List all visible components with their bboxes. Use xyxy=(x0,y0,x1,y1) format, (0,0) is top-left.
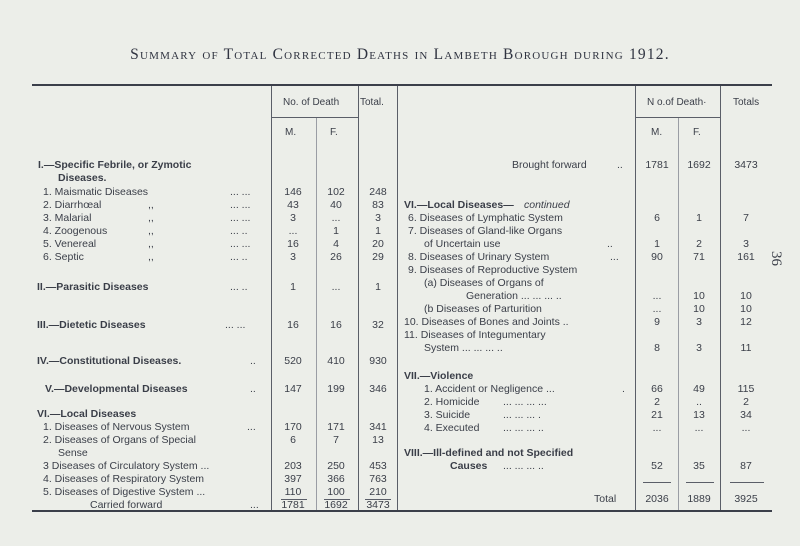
row-label-cont: Sense xyxy=(58,447,88,459)
cell-m: 2 xyxy=(654,396,660,408)
cell-total: 2 xyxy=(743,396,749,408)
col-divider xyxy=(316,118,317,510)
section-heading-italic: continued xyxy=(524,199,570,211)
col-divider xyxy=(635,86,636,510)
row-label: Causes xyxy=(450,460,488,472)
header-m: M. xyxy=(651,127,663,138)
cell-m: 16 xyxy=(287,238,299,250)
cell-total: 12 xyxy=(740,316,752,328)
cell-f: 366 xyxy=(327,473,345,485)
cell-f: 3 xyxy=(696,316,702,328)
section-heading-cont: Diseases. xyxy=(58,172,107,184)
section-heading: VIII.—Ill-defined and not Specified xyxy=(404,447,574,459)
row-ditto: ,, xyxy=(148,225,154,237)
cell-total: 3473 xyxy=(734,159,758,171)
cell-f: 10 xyxy=(693,290,705,302)
cell-total: 13 xyxy=(372,434,384,446)
row-dots: ... ... xyxy=(230,186,251,198)
row-label: 2. Diseases of Organs of Special xyxy=(43,434,196,446)
row-label: System ... ... ... .. xyxy=(424,342,503,354)
header-no-of-death: N o.of Death· xyxy=(647,97,707,108)
cell-total: 34 xyxy=(740,409,752,421)
row-label: 2. Diarrhœal xyxy=(43,199,102,211)
cell-total: 83 xyxy=(372,199,384,211)
cell-total: 1 xyxy=(375,281,381,293)
cell-total: 10 xyxy=(740,303,752,315)
cell-m: 52 xyxy=(651,460,663,472)
cell-m: 397 xyxy=(284,473,302,485)
header-m: M. xyxy=(285,127,297,138)
row-label: 6. Diseases of Lymphatic System xyxy=(408,212,563,224)
row-dots: ... .. xyxy=(230,225,248,237)
page-number: 36 xyxy=(768,251,784,266)
cell-total: 763 xyxy=(369,473,387,485)
row-dots: ... xyxy=(250,499,259,511)
row-label: 2. Homicide xyxy=(424,396,480,408)
cell-f: ... xyxy=(694,422,704,434)
row-label: III.—Dietetic Diseases xyxy=(37,319,146,331)
row-dots: ... ... xyxy=(230,199,251,211)
row-label: 1. Diseases of Nervous System xyxy=(43,421,190,433)
cell-total: 161 xyxy=(737,251,755,263)
row-label: 9. Diseases of Reproductive System xyxy=(408,264,578,276)
cell-total: 29 xyxy=(372,251,384,263)
row-dots: ... .. xyxy=(230,281,248,293)
row-label: of Uncertain use xyxy=(424,238,501,250)
cell-f: 3 xyxy=(696,342,702,354)
section-heading: VII.—Violence xyxy=(404,370,474,382)
cell-total: 87 xyxy=(740,460,752,472)
cell-total: 11 xyxy=(740,342,752,354)
cell-m: ... xyxy=(288,225,298,237)
row-label: 1. Maismatic Diseases xyxy=(43,186,149,198)
col-divider xyxy=(720,86,721,510)
cell-f: 1889 xyxy=(687,493,711,505)
row-label: II.—Parasitic Diseases xyxy=(37,281,149,293)
cell-f: 4 xyxy=(333,238,339,250)
cell-f: 16 xyxy=(330,319,342,331)
cell-m: ... xyxy=(652,290,662,302)
row-dots: ... ... xyxy=(225,319,246,331)
cell-f: 2 xyxy=(696,238,702,250)
cell-total: 1 xyxy=(375,225,381,237)
row-dots: ... ... ... ... xyxy=(503,396,547,408)
cell-m: 16 xyxy=(287,319,299,331)
row-label: (a) Diseases of Organs of xyxy=(424,277,544,289)
cell-total: 3473 xyxy=(366,499,390,511)
cell-m: ... xyxy=(652,303,662,315)
cell-m: 3 xyxy=(290,251,296,263)
cell-f: 100 xyxy=(327,486,345,498)
cell-f: 40 xyxy=(330,199,342,211)
cell-total: 32 xyxy=(372,319,384,331)
cell-f: 26 xyxy=(330,251,342,263)
cell-m: 9 xyxy=(654,316,660,328)
row-dots: ... ... ... . xyxy=(503,409,541,421)
row-ditto: ,, xyxy=(148,212,154,224)
row-label: 11. Diseases of Integumentary xyxy=(404,329,546,341)
header-no-of-death: No. of Death xyxy=(283,97,340,108)
header-rule xyxy=(271,117,358,118)
cell-m: 6 xyxy=(290,434,296,446)
cell-f: 1692 xyxy=(324,499,348,511)
cell-f: 7 xyxy=(333,434,339,446)
cell-m: 170 xyxy=(284,421,302,433)
row-dots: . xyxy=(622,383,625,395)
cell-m: 6 xyxy=(654,212,660,224)
cell-total: 3 xyxy=(375,212,381,224)
row-dots: .. xyxy=(617,159,623,171)
cell-m: 2036 xyxy=(645,493,669,505)
row-label: 6. Septic xyxy=(43,251,84,263)
row-label: 5. Venereal xyxy=(43,238,97,250)
cell-f: 13 xyxy=(693,409,705,421)
row-label: Total xyxy=(594,493,617,505)
cell-m: 43 xyxy=(287,199,299,211)
cell-m: 21 xyxy=(651,409,663,421)
cell-f: 199 xyxy=(327,383,345,395)
cell-f: 250 xyxy=(327,460,345,472)
cell-f: 35 xyxy=(693,460,705,472)
header-rule xyxy=(635,117,720,118)
row-label: 4. Executed xyxy=(424,422,480,434)
cell-total: 341 xyxy=(369,421,387,433)
cell-total: 10 xyxy=(740,290,752,302)
cell-f: 49 xyxy=(693,383,705,395)
cell-m: 1781 xyxy=(645,159,669,171)
header-f: F. xyxy=(693,127,701,138)
row-dots: ... ... xyxy=(230,212,251,224)
row-label: 5. Diseases of Digestive System ... xyxy=(43,486,206,498)
row-label: Generation ... ... ... .. xyxy=(466,290,562,302)
cell-total: 210 xyxy=(369,486,387,498)
cell-m: 1 xyxy=(654,238,660,250)
cell-total: 115 xyxy=(737,383,755,395)
cell-total: 20 xyxy=(372,238,384,250)
row-dots: ... ... ... .. xyxy=(503,460,544,472)
cell-f: ... xyxy=(331,212,341,224)
cell-m: 146 xyxy=(284,186,302,198)
section-heading: I.—Specific Febrile, or Zymotic xyxy=(38,159,192,171)
row-dots: ... .. xyxy=(230,251,248,263)
row-label: Carried forward xyxy=(90,499,163,511)
header-totals: Totals xyxy=(733,97,760,108)
row-dots: ... ... xyxy=(230,238,251,250)
row-dots: .. xyxy=(250,383,256,395)
cell-f: 1 xyxy=(696,212,702,224)
cell-total: 3925 xyxy=(734,493,758,505)
row-dots: ... ... ... .. xyxy=(503,422,544,434)
cell-f: 1 xyxy=(333,225,339,237)
row-dots: .. xyxy=(607,238,613,250)
cell-m: 203 xyxy=(284,460,302,472)
cell-m: ... xyxy=(652,422,662,434)
cell-m: 110 xyxy=(284,486,302,498)
col-divider xyxy=(271,86,272,510)
section-heading-main: VI.—Local Diseases— xyxy=(404,199,514,211)
cell-m: 90 xyxy=(651,251,663,263)
cell-f: ... xyxy=(331,281,341,293)
cell-m: 66 xyxy=(651,383,663,395)
cell-f: 1692 xyxy=(687,159,711,171)
page-title: Summary of Total Corrected Deaths in Lambeth Borough during 1912. xyxy=(130,46,670,63)
row-label: 7. Diseases of Gland-like Organs xyxy=(408,225,563,237)
cell-f: 410 xyxy=(327,355,345,367)
cell-total: 453 xyxy=(369,460,387,472)
cell-m: 1781 xyxy=(281,499,305,511)
cell-f: 171 xyxy=(327,421,345,433)
cell-total: 930 xyxy=(369,355,387,367)
cell-total: ... xyxy=(741,422,751,434)
row-dots: ... xyxy=(247,421,256,433)
row-label: 3. Malarial xyxy=(43,212,92,224)
cell-m: 1 xyxy=(290,281,296,293)
cell-m: 520 xyxy=(284,355,302,367)
row-dots: ... xyxy=(610,251,619,263)
section-heading: VI.—Local Diseases xyxy=(37,408,137,420)
row-label: 4. Diseases of Respiratory System xyxy=(43,473,205,485)
cell-total: 248 xyxy=(369,186,387,198)
row-label: 3 Diseases of Circulatory System ... xyxy=(43,460,210,472)
cell-m: 8 xyxy=(654,342,660,354)
cell-f: 10 xyxy=(693,303,705,315)
cell-m: 147 xyxy=(284,383,302,395)
cell-f: .. xyxy=(696,396,702,408)
row-label: IV.—Constitutional Diseases. xyxy=(37,355,182,367)
row-label: Brought forward xyxy=(512,159,587,171)
sum-rule xyxy=(730,482,764,483)
cell-f: 71 xyxy=(693,251,705,263)
row-label: 10. Diseases of Bones and Joints .. xyxy=(404,316,569,328)
sum-rule xyxy=(686,482,714,483)
row-ditto: ,, xyxy=(148,251,154,263)
row-label: V.—Developmental Diseases xyxy=(45,383,188,395)
row-label: 8. Diseases of Urinary System xyxy=(408,251,550,263)
row-label: (b Diseases of Parturition xyxy=(424,303,542,315)
row-label: 3. Suicide xyxy=(424,409,471,421)
row-label: 1. Accident or Negligence ... xyxy=(424,383,555,395)
row-ditto: ,, xyxy=(148,199,154,211)
cell-total: 7 xyxy=(743,212,749,224)
header-total: Total. xyxy=(360,97,384,108)
row-dots: .. xyxy=(250,355,256,367)
sum-rule xyxy=(643,482,671,483)
cell-total: 3 xyxy=(743,238,749,250)
row-ditto: ,, xyxy=(148,238,154,250)
header-f: F. xyxy=(330,127,338,138)
cell-m: 3 xyxy=(290,212,296,224)
row-label: 4. Zoogenous xyxy=(43,225,108,237)
cell-total: 346 xyxy=(369,383,387,395)
cell-f: 102 xyxy=(327,186,345,198)
top-rule xyxy=(32,84,772,86)
